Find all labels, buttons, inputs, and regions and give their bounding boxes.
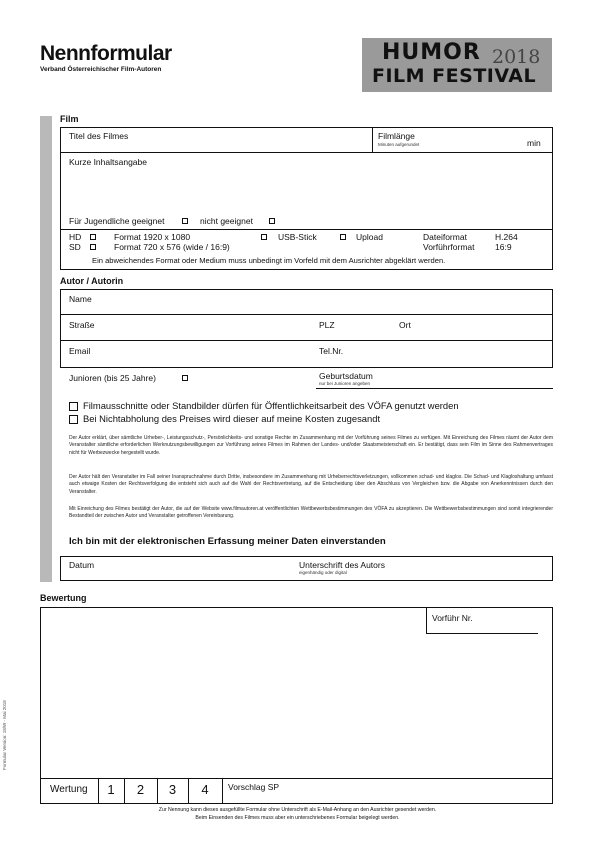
not-suitable-label: nicht geeignet xyxy=(200,216,253,226)
electronic-consent: Ich bin mit der elektronischen Erfassung meiner Daten einverstanden xyxy=(69,536,386,547)
return-label: Bei Nichtabholung des Preises wird dieser auf meine Kosten zugesandt xyxy=(83,413,381,424)
score-1[interactable]: 1 xyxy=(107,782,115,797)
hd-label: HD xyxy=(69,232,82,242)
format-note: Ein abweichendes Format oder Medium muss unbedingt im Vorfeld mit dem Ausrichter abgeklärt werden. xyxy=(92,256,446,265)
youth-checkbox[interactable] xyxy=(182,218,188,224)
return-checkbox[interactable] xyxy=(69,415,78,424)
email-label: Email xyxy=(69,346,91,356)
footer-line-1: Zur Nennung kann dieses ausgefüllte Formular ohne Unterschrift als E-Mail-Anhang an den Ausrichter gesendet werden. xyxy=(158,807,437,813)
publicity-checkbox[interactable] xyxy=(69,402,78,411)
format-hd: Format 1920 x 1080 xyxy=(114,232,191,242)
dateiformat-value: H.264 xyxy=(495,232,518,242)
rating-box xyxy=(40,607,553,804)
sd-checkbox[interactable] xyxy=(90,244,96,250)
section-author: Autor / Autorin xyxy=(60,276,124,286)
name-underline xyxy=(61,314,552,315)
street-label: Straße xyxy=(69,320,95,330)
youth-label: Für Jugendliche geeignet xyxy=(69,216,165,226)
legal-para-3: Mit Einreichung des Filmes bestätigt der Autor, die auf der Website www.filmautoren.at veröffentlichten Wettbewerbsbestimmungen des VÖFA zu akzeptieren. Die Wettbewerbsbestimmungen sind somit integrierender Bestandteil der zwischen Autor und Veranstalter getroffenen Vereinbarung. xyxy=(69,506,553,520)
youth-underline xyxy=(61,229,552,230)
date-label: Datum xyxy=(69,560,95,570)
usb-checkbox[interactable] xyxy=(261,234,267,240)
plz-label: PLZ xyxy=(319,320,335,330)
film-title-underline xyxy=(61,152,552,153)
birth-underline xyxy=(316,388,553,389)
logo-film-festival: FILM FESTIVAL xyxy=(372,65,537,87)
side-bar xyxy=(40,116,52,582)
dateiformat-label: Dateiformat xyxy=(423,232,467,242)
form-version-text: Formular Version: 18/W - Mai 2018 xyxy=(2,700,7,770)
not-suitable-checkbox[interactable] xyxy=(269,218,275,224)
name-label: Name xyxy=(69,294,92,304)
signature-label: Unterschrift des Autors xyxy=(299,560,385,570)
vorfuehr-divider xyxy=(426,608,427,633)
film-length-label: Filmlänge xyxy=(378,131,415,141)
tel-label: Tel.Nr. xyxy=(319,346,344,356)
logo-year: 2018 xyxy=(492,46,541,68)
vorschlag-label: Vorschlag SP xyxy=(228,782,280,792)
page-subtitle: Verband Österreichischer Film-Autoren xyxy=(40,66,162,73)
signature-sub: eigenhändig oder digital xyxy=(299,570,347,575)
film-length-sub: Minuten aufgerundet xyxy=(378,142,420,147)
score-2[interactable]: 2 xyxy=(136,782,145,797)
film-length-divider xyxy=(372,128,373,152)
score-3[interactable]: 3 xyxy=(168,782,177,797)
usb-label: USB-Stick xyxy=(278,232,317,242)
vorfuehrformat-value: 16:9 xyxy=(495,242,512,252)
section-film: Film xyxy=(60,114,79,124)
ort-label: Ort xyxy=(399,320,411,330)
legal-para-1: Der Autor erklärt, über sämtliche Urheber-, Leistungsschutz-, Persönlichkeits- und sonstige Rechte im Zusammenhang mit der Vorführung seines Filmes zu verfügen. Mit Einreichung des Filmes räumt der Autor dem Veranstalter sämtliche erforderlichen Werknutzungsbewilligungen zur Vorführung seines Filmes im Rahmen der Landes- und/oder Staatsmeisterschaft ein. Er bestätigt, dass sein Film im Sinne des Rahmenvertrages nicht für Werbezwecke hergestellt wurde. xyxy=(69,435,553,456)
score-divider-4 xyxy=(222,779,223,804)
sd-label: SD xyxy=(69,242,81,252)
junior-checkbox[interactable] xyxy=(182,375,188,381)
film-title-label: Titel des Filmes xyxy=(69,131,129,141)
score-4[interactable]: 4 xyxy=(201,782,209,797)
vorfuehrformat-label: Vorführformat xyxy=(423,242,475,252)
author-box xyxy=(60,289,553,368)
vorfuehr-label: Vorführ Nr. xyxy=(432,613,473,623)
publicity-label: Filmausschnitte oder Standbilder dürfen für Öffentlichkeitsarbeit des VÖFA genutzt werden xyxy=(83,400,459,411)
page-title: Nennformular xyxy=(40,42,172,65)
festival-logo xyxy=(362,38,552,92)
junior-label: Junioren (bis 25 Jahre) xyxy=(69,373,156,383)
birth-sub: nur bei Junioren angeben xyxy=(319,381,371,386)
street-underline xyxy=(61,340,552,341)
film-length-unit: min xyxy=(527,138,541,148)
summary-label: Kurze Inhaltsangabe xyxy=(69,157,147,167)
section-rating: Bewertung xyxy=(40,593,87,603)
upload-label: Upload xyxy=(356,232,383,242)
format-sd: Format 720 x 576 (wide / 16:9) xyxy=(114,242,230,252)
score-row-top xyxy=(41,778,552,779)
birth-label: Geburtsdatum xyxy=(319,371,373,381)
hd-checkbox[interactable] xyxy=(90,234,96,240)
logo-humor: HUMOR xyxy=(382,40,481,65)
footer-line-2: Beim Einsenden des Filmes muss aber ein unterschriebenes Formular beigelegt werden. xyxy=(195,815,400,821)
upload-checkbox[interactable] xyxy=(340,234,346,240)
legal-para-2: Der Autor hält den Veranstalter im Fall seiner Inanspruchnahme durch Dritte, insbesondere im Zusammenhang mit Urheberrechtsverletzungen, vollkommen schad- und klaglos. Die Schad- und Klagloshaltung umfasst auch etwaige Kosten der Rechtsverfolgung die entsteht sich auch auf die Wahl der Rechtsvertretung, auf die Entscheidung über den Abschluss von Vergleichen bzw. die Abgabe von Anerkenntnissen durch den Veranstalter. xyxy=(69,474,553,495)
vorfuehr-underline xyxy=(426,633,538,634)
wertung-label: Wertung xyxy=(50,784,88,795)
